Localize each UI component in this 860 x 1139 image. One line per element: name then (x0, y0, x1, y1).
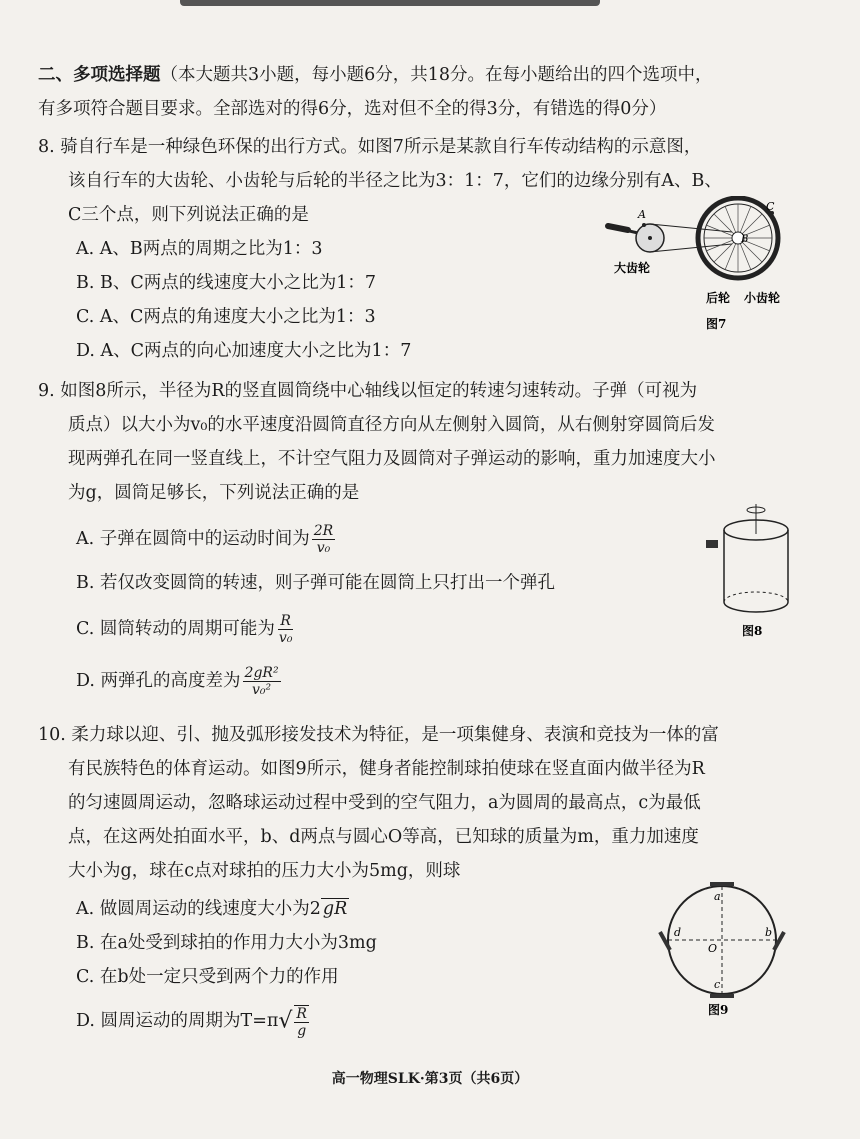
section-heading: 二、多项选择题 (38, 65, 161, 85)
q8-stem-1: 8. 骑自行车是一种绿色环保的出行方式。如图7所示是某款自行车传动结构的示意图， (38, 137, 702, 157)
fraction (294, 1005, 309, 1039)
q9-option-d (38, 664, 828, 710)
q10-option-c: C. 在b处一定只受到两个力的作用 (76, 967, 339, 987)
q8-option-b: B. B、C两点的线速度大小之比为1：7 (76, 273, 377, 293)
numerator: R (280, 613, 291, 629)
q10-stem-2: 有民族特色的体育运动。如图9所示，健身者能控制球拍使球在竖直面内做半径为R (68, 759, 705, 779)
section-intro-2: 有多项符合题目要求。全部选对的得6分，选对但不全的得3分，有错选的得0分） (38, 99, 667, 119)
fraction (312, 523, 335, 556)
q9-stem-1: 9. 如图8所示，半径为R的竖直圆筒绕中心轴线以恒定的转速匀速转动。子弹（可视为 (38, 381, 698, 401)
denominator: v₀ (278, 630, 293, 646)
fraction (243, 665, 281, 698)
figure-7-bicycle-diagram (600, 196, 810, 331)
point-a-label: a (714, 890, 721, 903)
q10-option-d-text: D. 圆周运动的周期为T=π (76, 1011, 279, 1031)
q10-option-b: B. 在a处受到球拍的作用力大小为3mg (76, 933, 377, 953)
point-a-label: A (638, 208, 646, 221)
q8-stem-3: C三个点，则下列说法正确的是 (68, 205, 309, 225)
point-b-label: B (741, 234, 749, 245)
q9-option-d-text: D. 两弹孔的高度差为 (76, 671, 241, 691)
denominator: g (297, 1022, 307, 1039)
denominator: v₀² (251, 682, 272, 698)
q10-option-a-text: A. 做圆周运动的线速度大小为2 (76, 899, 321, 919)
q9-stem-2: 质点）以大小为v₀的水平速度沿圆筒直径方向从左侧射入圆筒，从右侧射穿圆筒后发 (68, 415, 715, 435)
q9-option-c-text: C. 圆筒转动的周期可能为 (76, 619, 275, 639)
fraction (277, 613, 295, 646)
section-intro-line-1 (38, 58, 828, 92)
q9-option-a-text: A. 子弹在圆筒中的运动时间为 (76, 529, 310, 549)
q10-stem-4: 点，在这两处拍面水平，b、d两点与圆心O等高，已知球的质量为m，重力加速度 (68, 827, 699, 847)
figure-9-circle-diagram (650, 878, 790, 1018)
q8-stem-2: 该自行车的大齿轮、小齿轮与后轮的半径之比为3：1：7，它们的边缘分别有A、B、 (68, 171, 722, 191)
numerator: R (296, 1005, 307, 1022)
point-d-label: d (674, 926, 682, 939)
center-o-label: O (708, 942, 718, 955)
point-b-label: b (765, 926, 773, 939)
q8-option-a: A. A、B两点的周期之比为1：3 (76, 239, 323, 259)
denominator: v₀ (316, 540, 331, 556)
numerator: 2gR² (244, 665, 279, 681)
q10-option-d: D. 圆周运动的周期为T=π√ $\frac{R}{g}$ (76, 1005, 307, 1039)
figure-9-caption: 图9 (708, 1003, 729, 1017)
q8-option-d: D. A、C两点的向心加速度大小之比为1：7 (76, 341, 412, 361)
rear-wheel-label: 后轮 (706, 291, 731, 305)
scan-edge-mark (180, 0, 600, 6)
q8-option-c: C. A、C两点的角速度大小之比为1：3 (76, 307, 376, 327)
q10-stem-1: 10. 柔力球以迎、引、抛及弧形接发技术为特征，是一项集健身、表演和竞技为一体的富 (38, 725, 719, 745)
point-c-label: c (714, 978, 721, 991)
sqrt-radicand: gR (322, 899, 348, 919)
figure-7-caption: 图7 (706, 317, 727, 331)
numerator: 2R (313, 523, 334, 539)
section-intro-1: （本大题共3小题，每小题6分，共18分。在每小题给出的四个选项中， (160, 65, 713, 85)
big-gear-label: 大齿轮 (614, 261, 651, 275)
small-gear-label: 小齿轮 (744, 291, 781, 305)
q9-stem-3: 现两弹孔在同一竖直线上，不计空气阻力及圆筒对子弹运动的影响，重力加速度大小 (68, 449, 716, 469)
page-footer: 高一物理SLK·第3页（共6页） (331, 1071, 529, 1087)
q9-stem-4: 为g，圆筒足够长，下列说法正确的是 (68, 483, 360, 503)
q10-stem-3: 的匀速圆周运动，忽略球运动过程中受到的空气阻力，a为圆周的最高点，c为最低 (68, 793, 701, 813)
figure-8-cylinder-diagram (700, 500, 810, 650)
point-c-label: C (766, 200, 775, 213)
figure-8-caption: 图8 (742, 624, 763, 638)
q10-stem-5: 大小为g，球在c点对球拍的压力大小为5mg，则球 (68, 861, 461, 881)
q9-option-b: B. 若仅改变圆筒的转速，则子弹可能在圆筒上只打出一个弹孔 (76, 573, 555, 593)
